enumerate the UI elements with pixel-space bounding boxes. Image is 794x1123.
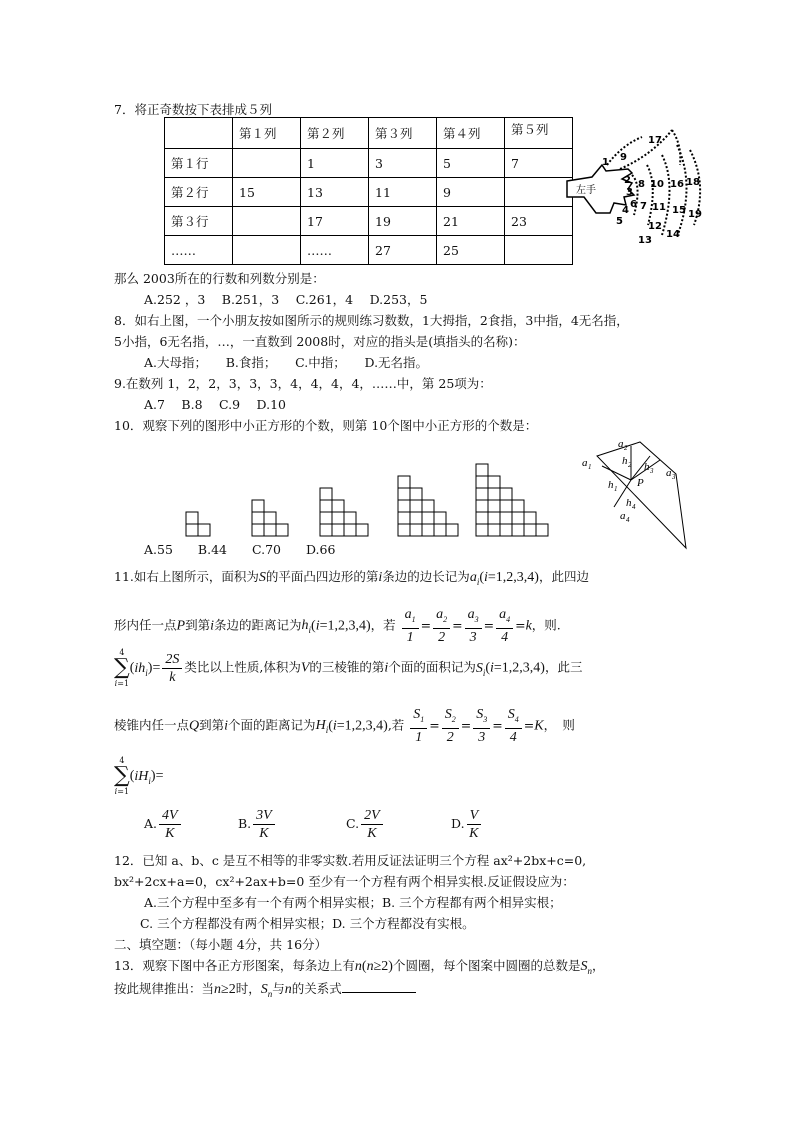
table-cell: 11 (369, 178, 437, 207)
quad-sub: 4 (632, 503, 636, 511)
quad-label: h (626, 497, 632, 509)
q11-option-d (451, 807, 483, 842)
q9-stem: 9.在数列 1，2，2，3，3，3，4，4，4，4，……中，第 25项为： (114, 376, 492, 391)
quadrilateral-figure (580, 436, 700, 554)
q12-line1: 12．已知 a、b、c 是互不相等的非零实数.若用反证法证明三个方程 ax²+2bx+c=0, (114, 853, 587, 868)
text: 3V (253, 807, 275, 825)
quad-label: a (618, 438, 624, 450)
table-row (165, 149, 573, 178)
text: C. (346, 816, 360, 831)
table-cell: 5 (437, 149, 505, 178)
finger-number: 12 (648, 221, 662, 232)
table-cell: 9 (437, 178, 505, 207)
text: ，此三 (544, 659, 583, 675)
text: 的关系式 (291, 981, 342, 996)
table-cell: 第３列 (369, 118, 437, 149)
text: 2V (361, 807, 383, 825)
text: 棱锥内任一点 (114, 717, 190, 733)
q9-options: A.7 B.8 C.9 D.10 (144, 397, 286, 412)
table-cell: 23 (505, 207, 573, 236)
q7-stem: 7．将正奇数按下表排成５列 (114, 102, 272, 117)
table-row (165, 207, 573, 236)
table-cell: 17 (301, 207, 369, 236)
q10-stem: 10．观察下列的图形中小正方形的个数，则第 10个图中小正方形的个数是： (114, 418, 538, 433)
q11-line4: 棱锥内任一点Q到第i个面的距离记为$H_i(i=1,2,3,4)$,若 $\frac{S_1}{1}$ = $\frac{S_2}{2}$ = $\frac{S_3}{3}$ = $\frac{S_4}{4}$ =K， 则 (114, 707, 575, 745)
table-cell: 19 (369, 207, 437, 236)
staircase-squares-figure (180, 462, 550, 537)
table-cell: 第１行 (165, 149, 233, 178)
quad-sub: 1 (588, 463, 592, 471)
quad-sub: 3 (650, 467, 654, 475)
section-heading: 二、填空题：（每小题 4分，共 16分） (114, 937, 328, 952)
table-cell: 第１列 (233, 118, 301, 149)
quad-label: h (644, 461, 650, 473)
q8-line1: 8．如右上图，一个小朋友按如图所示的规则练习数数，1大拇指，2食指，3中指，4无名指， (114, 313, 629, 328)
table-cell: 13 (301, 178, 369, 207)
table-cell: …… (301, 236, 369, 265)
text: ， 则 (543, 717, 575, 733)
text: ,若 (387, 717, 405, 733)
text: 条边的边长记为 (382, 569, 470, 584)
table-row (165, 178, 573, 207)
table-cell: 第５列 (505, 118, 573, 149)
finger-number: 9 (620, 152, 627, 163)
text: 到第 (199, 717, 225, 733)
finger-number: 19 (688, 209, 702, 220)
text: 到第 (185, 617, 211, 633)
quad-point-label: P (637, 477, 644, 489)
finger-number: 18 (686, 177, 700, 188)
q8-options: A.大母指； B.食指； C.中指； D.无名指。 (144, 355, 429, 370)
table-cell (233, 149, 301, 178)
table-cell: 第２列 (301, 118, 369, 149)
q7-options: A.252 ，3 B.251，3 C.261，4 D.253，5 (144, 292, 428, 307)
finger-number: 1 (602, 157, 609, 168)
hand-counting-figure (562, 125, 710, 243)
q11-line2: 形内任一点P到第i条边的距离记为$h_i(i=1,2,3,4)$，若 $\frac{a_1}{1}$ = $\frac{a_2}{2}$ = $\frac{a_3}{3}$ = $\frac{a_4}{4}$ =k，则. (114, 607, 561, 645)
finger-number: 13 (638, 235, 652, 243)
q10-options: A.55 B.44 C.70 D.66 (144, 542, 336, 557)
finger-number: 14 (666, 229, 680, 240)
table-cell: 3 (369, 149, 437, 178)
text: K (165, 826, 175, 841)
text: 的平面凸四边形的第 (265, 569, 379, 584)
text: A. (144, 816, 158, 831)
q11-option-a (144, 807, 183, 842)
finger-number: 10 (650, 179, 664, 190)
table-cell: 1 (301, 149, 369, 178)
finger-number: 7 (640, 201, 647, 212)
text: K (367, 826, 377, 841)
text: 个面的距离记为 (228, 717, 316, 733)
finger-number: 4 (622, 205, 629, 216)
quad-label: h (622, 455, 628, 467)
text: 与 (272, 981, 285, 996)
q13-line2: 按此规律推出：当n≥2时，$S_n$与n的关系式 (114, 979, 416, 999)
quad-label: a (582, 457, 588, 469)
finger-number: 11 (652, 202, 666, 213)
text: V (467, 807, 482, 825)
q8-line2: 5小指，6无名指，…，一直数到 2008时，对应的指头是(填指头的名称)： (114, 334, 526, 349)
text: ，则. (531, 617, 561, 633)
text: D. (451, 816, 465, 831)
text: 按此规律推出：当 (114, 981, 215, 996)
text: ，此四边 (538, 569, 589, 584)
quad-label: h (608, 479, 614, 491)
table-cell: 第３行 (165, 207, 233, 236)
quad-sub: 2 (624, 444, 628, 452)
text: K (259, 826, 269, 841)
finger-number: 17 (648, 135, 662, 146)
quad-label: a (666, 467, 672, 479)
text: 个圆圈，每个图案中圆圈的总数是 (392, 958, 581, 973)
answer-blank[interactable] (342, 980, 416, 993)
q12-options-ab: A.三个方程中至多有一个有两个相异实根；B. 三个方程都有两个相异实根； (144, 895, 562, 910)
finger-number: 3 (626, 187, 633, 198)
odd-number-table (164, 117, 573, 265)
finger-number: 8 (638, 179, 645, 190)
finger-number: 5 (616, 216, 623, 227)
table-cell (165, 118, 233, 149)
table-cell: 7 (505, 149, 573, 178)
table-row (165, 236, 573, 265)
table-cell: …… (165, 236, 233, 265)
quad-sub: 2 (628, 461, 632, 469)
table-cell: 第２行 (165, 178, 233, 207)
table-cell: 第４列 (437, 118, 505, 149)
q11-line5: 4 ∑ $i=1(iH_i)=$ (114, 756, 164, 796)
q12-options-cd: C. 三个方程都没有两个相异实根；D. 三个方程都没有实根。 (140, 916, 475, 931)
text: ，若 (370, 617, 396, 633)
text: B. (238, 816, 252, 831)
q7-question: 那么 2003所在的行数和列数分别是： (114, 271, 325, 286)
quad-sub: 3 (672, 473, 676, 481)
quad-label: a (620, 510, 626, 522)
text: 类比以上性质,体积为 (184, 659, 301, 675)
q13-line1: 13．观察下图中各正方形图案，每条边上有n(n≥2)个圆圈，每个图案中圆圈的总数是$S_n$， (114, 958, 605, 976)
finger-number: 2 (624, 175, 631, 186)
text: 条边的距离记为 (213, 617, 302, 633)
text: K (469, 826, 479, 841)
text: 4V (159, 807, 181, 825)
finger-number: 6 (630, 199, 637, 210)
text: 个面的面积记为 (388, 659, 476, 675)
quad-sub: 4 (626, 516, 630, 524)
finger-number: 16 (670, 179, 684, 190)
table-cell (233, 236, 301, 265)
text: 形内任一点 (114, 617, 177, 633)
text: 13．观察下图中各正方形图案，每条边上有 (114, 958, 355, 973)
table-header-row (165, 118, 573, 149)
finger-number: 15 (672, 205, 686, 216)
text: 11.如右上图所示，面积为 (114, 569, 259, 584)
q11-line3: 4 ∑ $i=1(ih_i)=$ $\frac{2S}{k}$ 类比以上性质,体积为V的三棱锥的第i个面的面积记为$S_i(i=1,2,3,4)$，此三 (114, 648, 583, 688)
table-cell: 27 (369, 236, 437, 265)
table-cell: 25 (437, 236, 505, 265)
text: 时， (235, 981, 261, 996)
q11-option-c (346, 807, 385, 842)
table-cell: 15 (233, 178, 301, 207)
text: 的三棱锥的第 (309, 659, 385, 675)
quad-sub: 1 (614, 485, 618, 493)
q11-option-b (238, 807, 277, 842)
q11-line1: 11.如右上图所示，面积为S的平面凸四边形的第i条边的边长记为$a_i(i=1,2,3,4)$，此四边 (114, 569, 589, 587)
table-cell (233, 207, 301, 236)
hand-label: 左手 (576, 185, 596, 196)
q12-line2: bx²+2cx+a=0，cx²+2ax+b=0 至少有一个方程有两个相异实根.反证假设应为： (114, 874, 575, 889)
table-cell: 21 (437, 207, 505, 236)
